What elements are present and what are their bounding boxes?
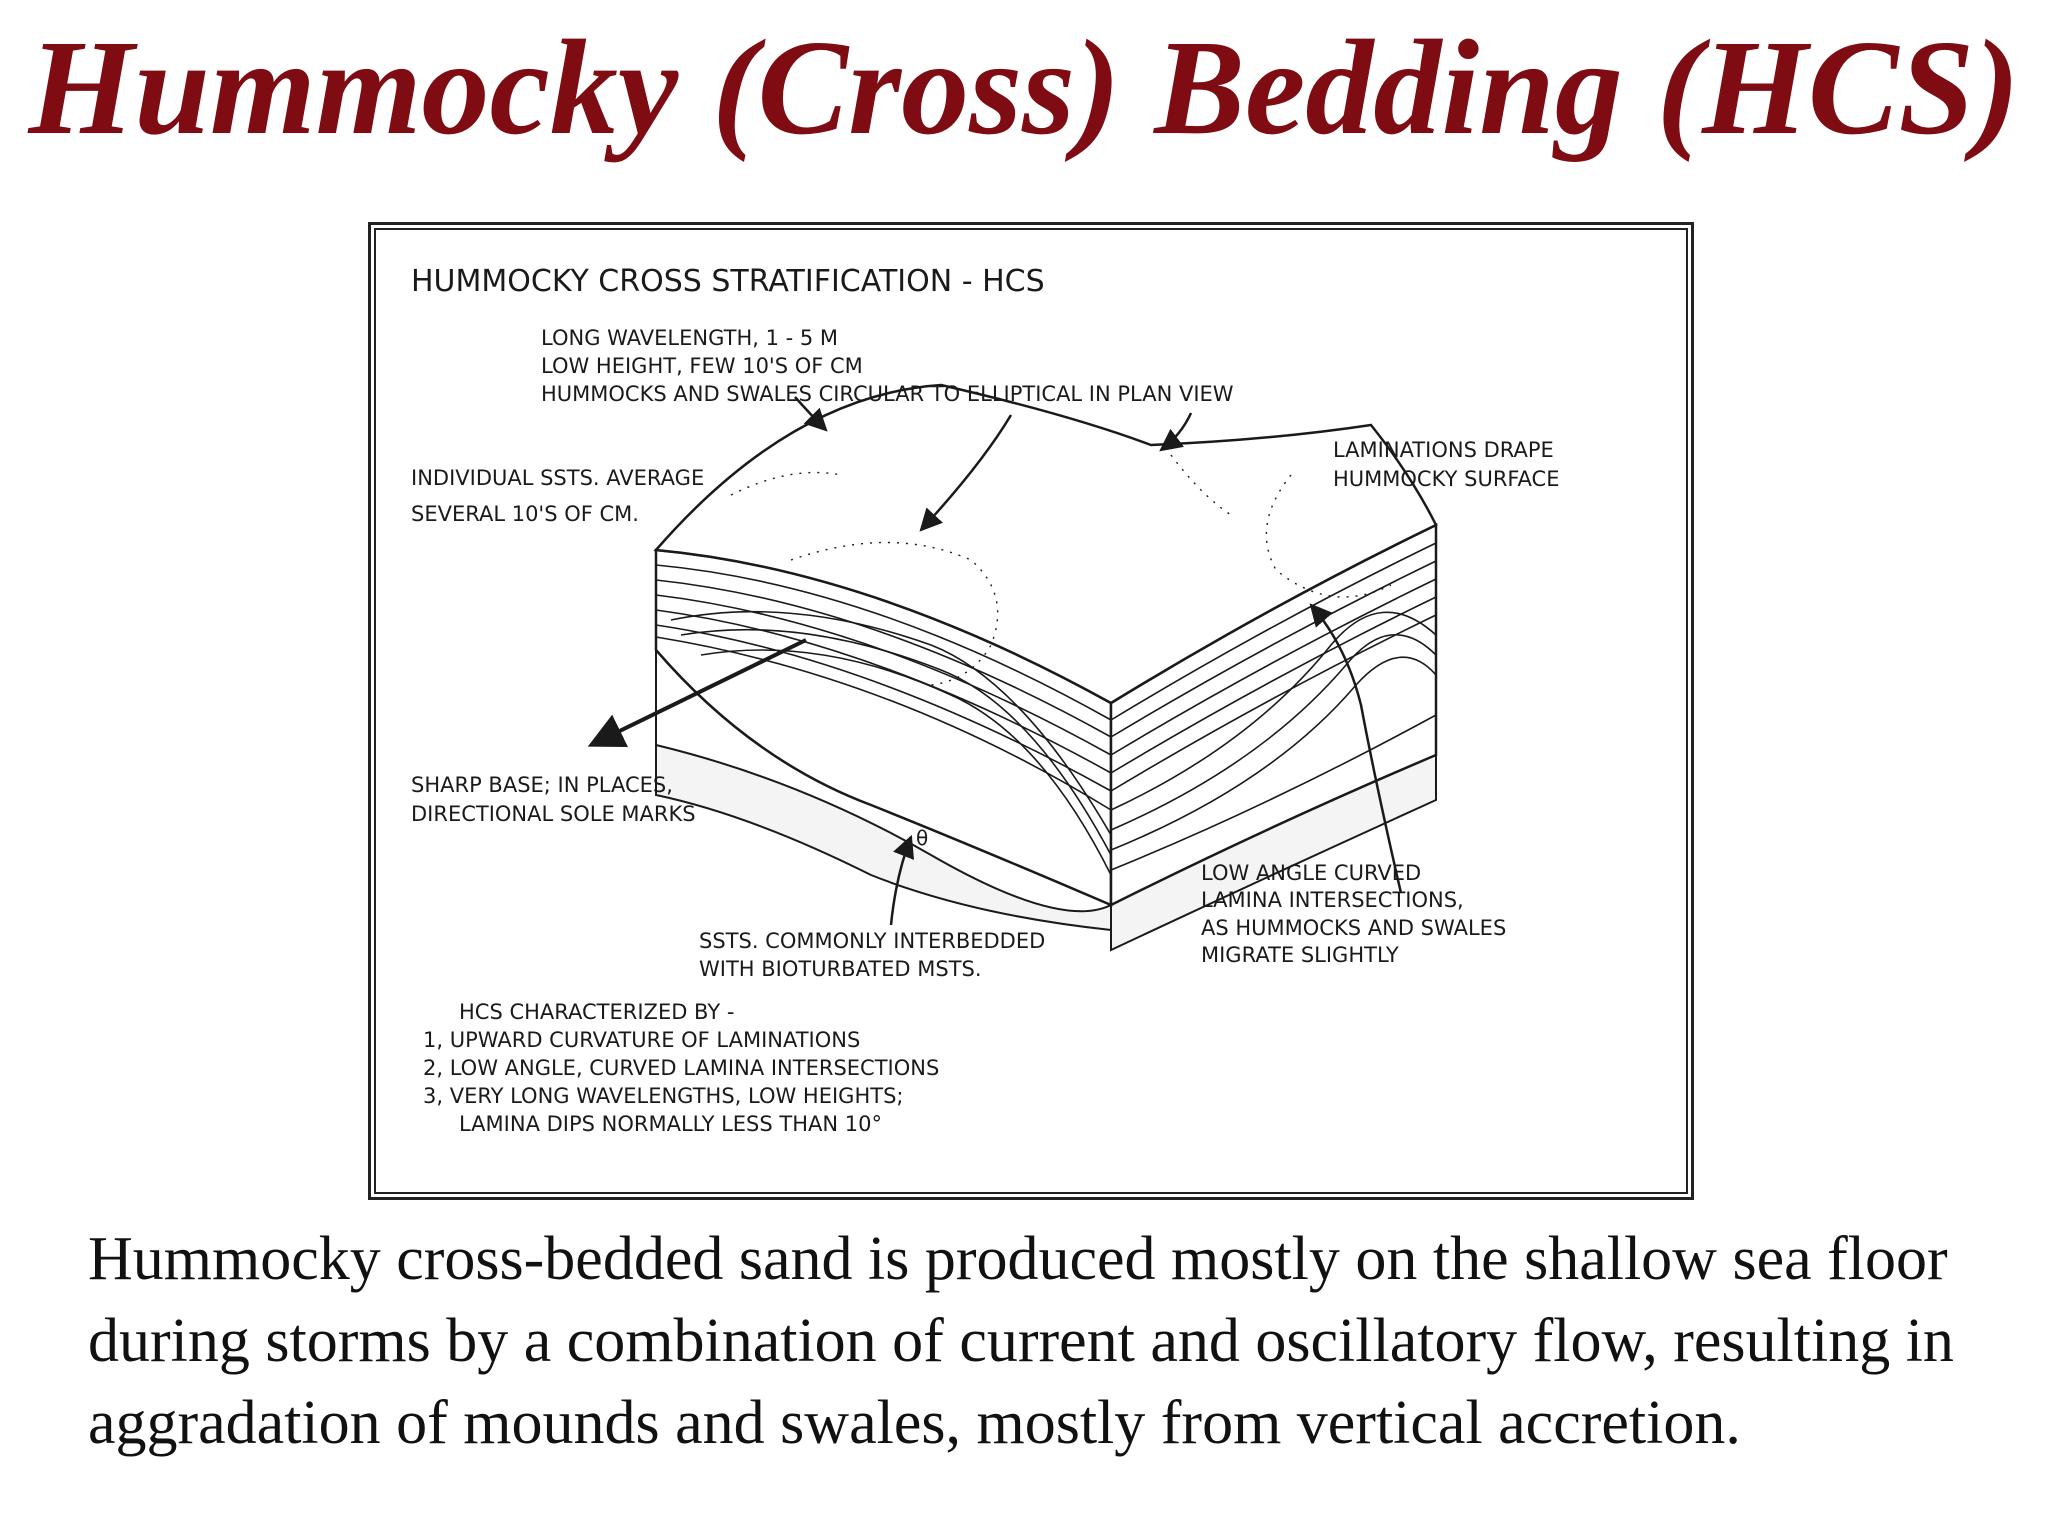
characterized-heading: HCS CHARACTERIZED BY - — [459, 1000, 735, 1024]
interbedded-annotation — [699, 929, 1045, 981]
base-line-1: SHARP BASE; IN PLACES, — [411, 773, 673, 797]
wavelength-annotation — [541, 326, 1234, 406]
caption-text: Hummocky cross-bedded sand is produced mostly on the shallow sea floor during storms by a combination of current and oscillatory flow, resulting in aggradation of mounds and swales, mostly from vertical accretion. — [88, 1225, 1954, 1457]
curved-line-2: LAMINA INTERSECTIONS, — [1201, 888, 1464, 912]
drape-line-1: LAMINATIONS DRAPE — [1333, 438, 1554, 462]
ssts-average-line-1: INDIVIDUAL SSTS. AVERAGE — [411, 466, 705, 490]
wavelength-line: LONG WAVELENGTH, 1 - 5 M — [541, 326, 839, 350]
ssts-average-line-2: SEVERAL 10'S OF CM. — [411, 502, 639, 526]
curved-line-4: MIGRATE SLIGHTLY — [1201, 943, 1399, 967]
height-line: LOW HEIGHT, FEW 10'S OF CM — [541, 354, 863, 378]
base-annotation — [411, 773, 696, 826]
interbedded-line-2: WITH BIOTURBATED MSTS. — [699, 957, 982, 981]
curved-line-3: AS HUMMOCKS AND SWALES — [1201, 916, 1507, 940]
ssts-average-annotation — [411, 466, 704, 526]
characterized-by-list — [423, 1000, 939, 1136]
characterized-item-2: 2, LOW ANGLE, CURVED LAMINA INTERSECTIONS — [423, 1056, 940, 1080]
plan-view-line: HUMMOCKS AND SWALES CIRCULAR TO ELLIPTICAL IN PLAN VIEW — [541, 382, 1234, 406]
characterized-item-3: 3, VERY LONG WAVELENGTHS, LOW HEIGHTS; — [423, 1084, 904, 1108]
curved-line-1: LOW ANGLE CURVED — [1201, 861, 1422, 885]
svg-text:θ: θ — [916, 826, 929, 850]
page-title: Hummocky (Cross) Bedding (HCS) — [28, 13, 2020, 163]
hcs-block-diagram — [371, 225, 1691, 1197]
characterized-item-3-cont: LAMINA DIPS NORMALLY LESS THAN 10° — [459, 1112, 882, 1136]
hcs-diagram — [368, 222, 1694, 1200]
drape-line-2: HUMMOCKY SURFACE — [1333, 467, 1560, 491]
base-line-2: DIRECTIONAL SOLE MARKS — [411, 802, 696, 826]
characterized-item-1: 1, UPWARD CURVATURE OF LAMINATIONS — [423, 1028, 861, 1052]
interbedded-line-1: SSTS. COMMONLY INTERBEDDED — [699, 929, 1046, 953]
diagram-heading: HUMMOCKY CROSS STRATIFICATION - HCS — [411, 264, 1045, 299]
curved-intersections-annotation — [1201, 861, 1506, 967]
